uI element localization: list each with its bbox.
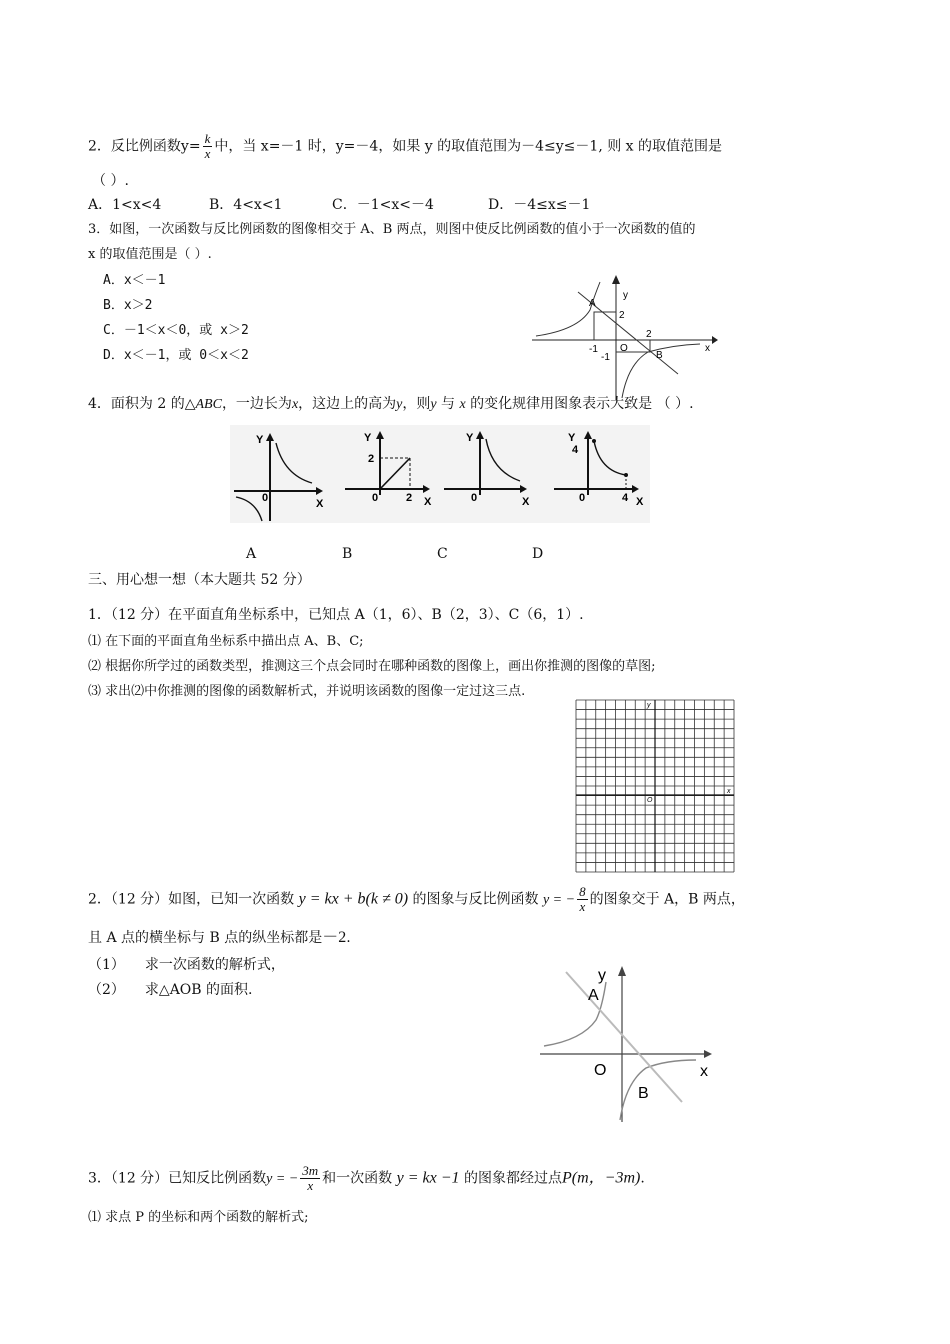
p3-text-b: 和一次函数 xyxy=(322,1170,393,1187)
q4-line xyxy=(88,395,694,414)
q4b-y: Y xyxy=(364,432,372,444)
p2-eq2-frac xyxy=(577,885,588,914)
q4a-y: Y xyxy=(256,434,264,446)
q4-text-f: 的变化规律用图象表示大致是 （ ）. xyxy=(465,396,694,412)
q3-option-b: B．x＞2 xyxy=(103,298,153,313)
p2-text-c: 的图象交于 A，B 两点， xyxy=(589,891,745,908)
q4-text-e: 与 xyxy=(436,396,460,412)
p2-line1 xyxy=(88,885,745,914)
q3-graph xyxy=(528,272,718,400)
p1-sub2: ⑵ 根据你所学过的函数类型，推测这三个点会同时在哪种函数的图像上，画出你推测的图像的草图; xyxy=(88,659,656,674)
section3-title: 三、用心想一想（本大题共 52 分） xyxy=(88,572,311,588)
p2-text-a: 2．（12 分）如图，已知一次函数 xyxy=(88,891,295,908)
p2-line xyxy=(566,972,682,1102)
p2-eq2-num: 8 xyxy=(579,884,586,899)
q3-option-d: D．x＜－1，或 0＜x＜2 xyxy=(103,348,249,363)
q4d-zero: 0 xyxy=(579,492,586,504)
p3-line1 xyxy=(88,1164,645,1193)
p2-sub2 xyxy=(88,981,252,999)
p1-sub1: ⑴ 在下面的平面直角坐标系中描出点 A、B、C; xyxy=(88,634,364,649)
q4a-x: X xyxy=(316,498,324,510)
p1-line1: 1．（12 分）在平面直角坐标系中，已知点 A（1，6）、B（2，3）、C（6，1）. xyxy=(88,607,584,623)
p3-sub1: ⑴ 求点 P 的坐标和两个函数的解析式; xyxy=(88,1210,309,1225)
q2-option-b: B．4<x<1 xyxy=(209,197,283,213)
p3-text-d: . xyxy=(640,1170,645,1187)
p2-y-arrow-icon xyxy=(618,966,626,976)
q4b-two-x: 2 xyxy=(406,492,413,504)
q3-label-neg1x: -1 xyxy=(589,344,598,355)
p3-eq1-frac xyxy=(300,1164,320,1193)
q4-abc: ABC xyxy=(195,397,222,412)
q2-frac-num: k xyxy=(204,131,211,146)
p2-label-b: B xyxy=(638,1085,649,1102)
q2-fraction xyxy=(203,132,213,161)
p3-text-c: 的图象都经过点 xyxy=(463,1170,562,1187)
q4-choice-a: A xyxy=(246,546,257,562)
q3-label-a: A xyxy=(589,298,596,309)
q3-option-c: C．－1＜x＜0，或 x＞2 xyxy=(103,323,249,338)
p2-x-arrow-icon xyxy=(704,1050,712,1058)
q2-y-eq: y= xyxy=(180,138,201,155)
q4b-x: X xyxy=(424,496,432,508)
p2-label-a: A xyxy=(588,987,599,1004)
p2-label-x: x xyxy=(700,1063,708,1080)
q3-label-b: B xyxy=(656,350,663,361)
q4b-two-y: 2 xyxy=(368,453,375,465)
q4-choice-b: B xyxy=(342,546,353,562)
q4d-four-y: 4 xyxy=(572,444,579,456)
q4-choice-d: D xyxy=(532,546,544,562)
q4c-x: X xyxy=(522,496,530,508)
p1-label-y: y xyxy=(647,702,651,709)
p1-label-x: x xyxy=(727,788,731,795)
q2-line1 xyxy=(88,132,722,161)
p2-line2-end: . xyxy=(346,930,351,946)
p2-line2-val: －2 xyxy=(322,929,347,946)
p1-label-o: O xyxy=(647,797,653,804)
p2-line2 xyxy=(88,929,351,947)
p2-eq2-pre: y = − xyxy=(542,892,576,908)
q4c-y: Y xyxy=(466,432,474,444)
p2-sub1-num: （1） xyxy=(88,957,125,973)
q4-text-a: 4．面积为 2 的△ xyxy=(88,396,196,412)
p2-hyperbola-right xyxy=(620,1060,696,1120)
p3-point: P(m，−3m) xyxy=(561,1169,641,1187)
q3-guide-a xyxy=(594,312,616,340)
q3-label-neg1y: -1 xyxy=(601,352,610,363)
q2-text-a: 2．反比例函数 xyxy=(88,138,181,155)
q3-label-y: y xyxy=(623,290,628,301)
p1-grid xyxy=(574,698,738,874)
q4d-x: X xyxy=(636,496,644,508)
q4-x2: x xyxy=(459,397,466,412)
q3-y-arrow-icon xyxy=(612,275,620,284)
q3-label-x: x xyxy=(705,343,710,354)
p2-line2-a: 且 A 点的横坐标与 B 点的纵坐标都是 xyxy=(88,930,323,946)
p2-sub2-num: （2） xyxy=(88,982,125,998)
q3-x-arrow-icon xyxy=(712,336,718,344)
p3-eq1-pre: y = − xyxy=(266,1171,299,1187)
q2-frac-den: x xyxy=(204,146,211,161)
q3-label-2x: 2 xyxy=(646,329,652,340)
p1-sub3: ⑶ 求出⑵中你推测的图像的函数解析式，并说明该函数的图像一定过这三点. xyxy=(88,684,526,699)
p2-sub1-text: 求一次函数的解析式， xyxy=(144,957,285,973)
p2-sub2-text: 求△AOB 的面积. xyxy=(144,982,253,998)
q3-line1: 3．如图，一次函数与反比例函数的图像相交于 A、B 两点，则图中使反比例函数的值小于一次函数的值的 xyxy=(88,222,696,237)
p2-sub1 xyxy=(88,956,285,974)
q4-y2: y xyxy=(430,397,437,412)
p2-text-b: 的图象与反比例函数 xyxy=(412,891,539,908)
p3-text-a: 3．（12 分）已知反比例函数 xyxy=(88,1170,267,1187)
q3-label-2y: 2 xyxy=(619,310,625,321)
p3-eq2: y = kx −1 xyxy=(396,1169,460,1187)
q4-text-b: ，一边长为 xyxy=(221,396,292,412)
q3-line2: x 的取值范围是（ ）. xyxy=(88,247,212,262)
q4d-four-x: 4 xyxy=(622,492,629,504)
q4-text-d: ，则 xyxy=(402,396,431,412)
q4-y1: y xyxy=(396,397,403,412)
q3-hyperbola-left xyxy=(536,282,600,336)
p3-eq1-den: x xyxy=(307,1178,314,1193)
q3-option-a: A．x＜－1 xyxy=(103,273,166,288)
q2-option-a: A．1<x<4 xyxy=(88,197,162,213)
p2-graph xyxy=(536,960,726,1126)
q4a-zero: 0 xyxy=(262,492,269,504)
q4-choice-c: C xyxy=(437,546,448,562)
p2-eq1: y = kx + b(k ≠ 0) xyxy=(298,890,409,908)
q4b-zero: 0 xyxy=(372,492,379,504)
p2-eq2-den: x xyxy=(579,899,586,914)
p2-label-y: y xyxy=(598,967,606,984)
q4-x1: x xyxy=(291,397,299,412)
q4-text-c: ，这边上的高为 xyxy=(298,396,397,412)
p2-label-o: O xyxy=(594,1062,607,1079)
q2-option-d: D．－4≤x≤－1 xyxy=(488,197,591,213)
q4d-y: Y xyxy=(568,432,576,444)
q4c-zero: 0 xyxy=(471,492,478,504)
q4-graphs xyxy=(230,425,650,523)
q2-text-b: 中，当 x=－1 时，y=－4，如果 y 的取值范围为－4≤y≤－1, 则 x 的取值范围是 xyxy=(214,138,723,155)
q2-option-c: C．－1<x<－4 xyxy=(332,197,434,213)
q3-label-o: O xyxy=(620,343,628,354)
q2-bracket: （ ）. xyxy=(92,173,129,189)
p3-eq1-num: 3m xyxy=(302,1163,319,1178)
